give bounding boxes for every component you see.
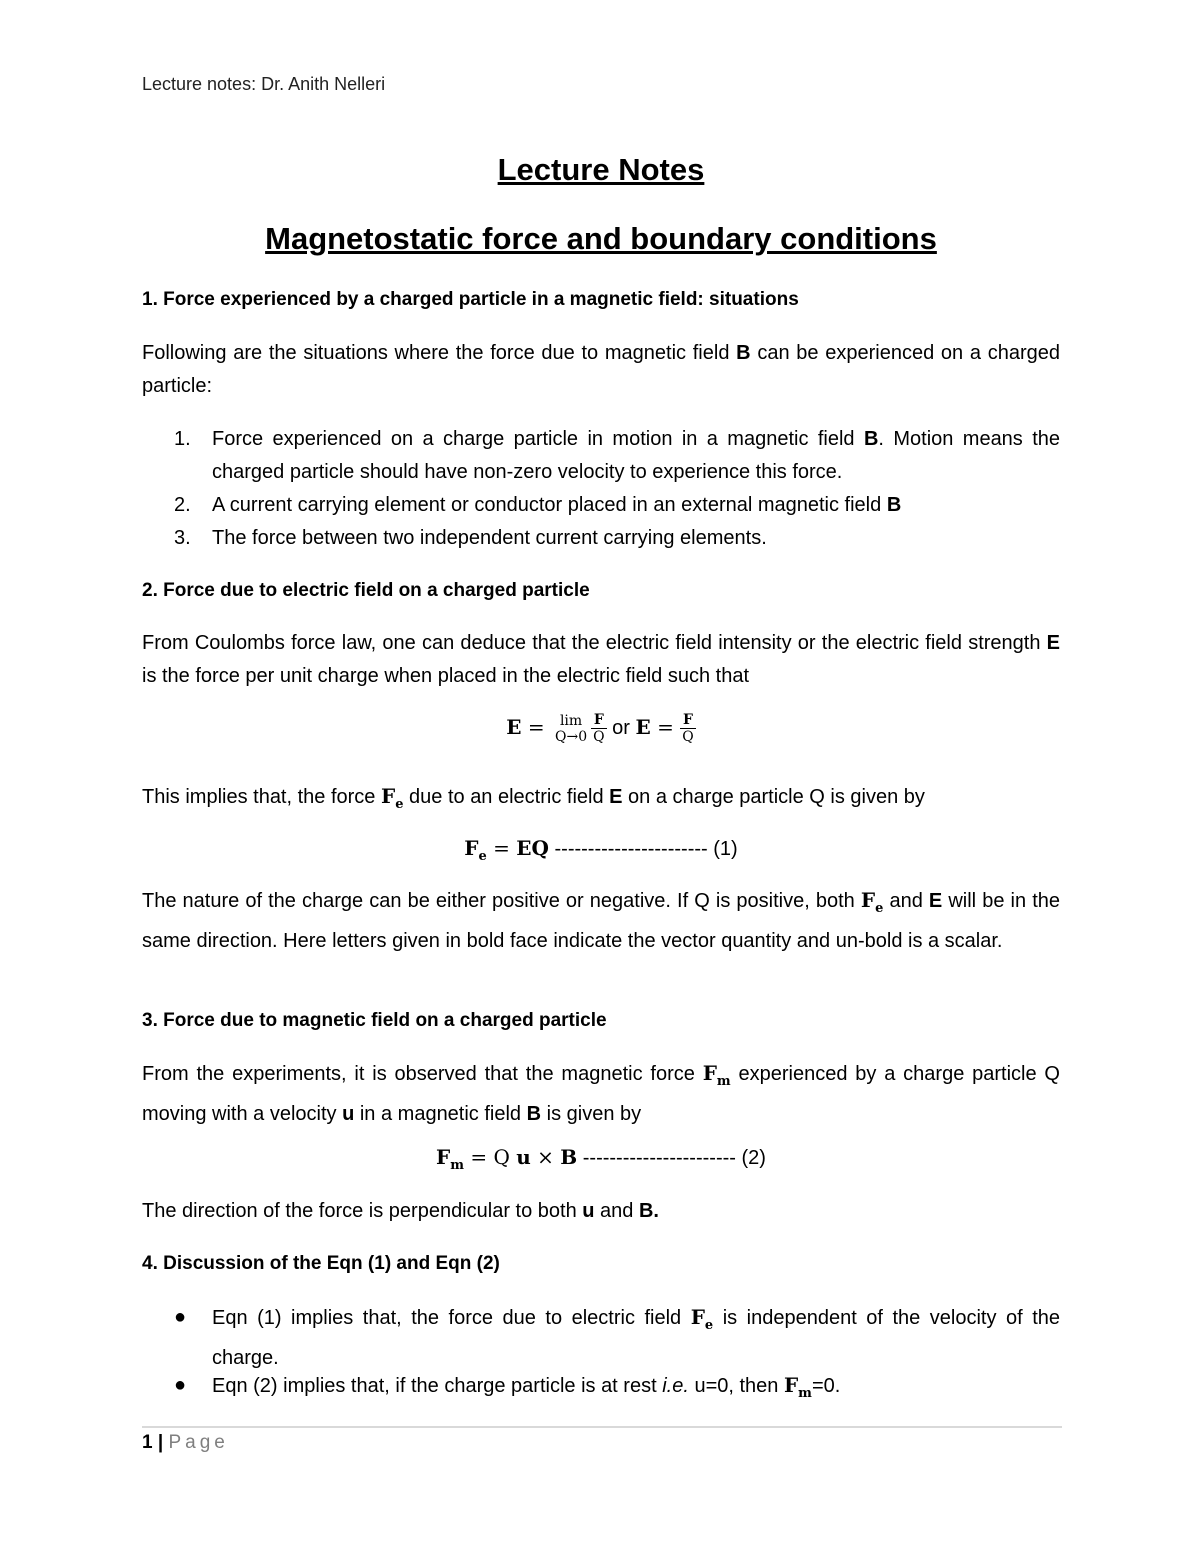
fraction-f-over-q: $\frac{F}{Q}$ bbox=[593, 712, 605, 745]
section-3-paragraph-2: The direction of the force is perpendicular to both u and B. bbox=[142, 1200, 659, 1222]
section-3-heading: 3. Force due to magnetic field on a charged particle bbox=[142, 1010, 607, 1031]
document-title: Lecture Notes bbox=[497, 152, 705, 187]
running-header: Lecture notes: Dr. Anith Nelleri bbox=[142, 74, 386, 94]
section-1-heading: 1. Force experienced by a charged particle in a magnetic field: situations bbox=[142, 289, 799, 310]
section-4-heading: 4. Discussion of the Eqn (1) and Eqn (2) bbox=[142, 1253, 500, 1274]
page-footer: 1 | Page bbox=[142, 1432, 229, 1453]
section-1-intro: Following are the situations where the force due to magnetic field B can be experienced on a charged particle: bbox=[142, 342, 1060, 397]
fraction-f-over-q-2: $\frac{F}{Q}$ bbox=[682, 712, 694, 745]
footer-divider bbox=[142, 1426, 1062, 1428]
section-2-paragraph-2: This implies that, the force $F_e$ due to an electric field E on a charge particle Q is given by bbox=[142, 784, 925, 812]
page-number: 1 bbox=[142, 1432, 153, 1453]
page-word: Page bbox=[168, 1432, 229, 1453]
limit-operator: lim Q→0 bbox=[555, 712, 588, 745]
bullet-item-2: ● Eqn (2) implies that, if the charge particle is at rest i.e. u=0, then $F_m=0$. bbox=[174, 1369, 1060, 1410]
bullet-item-1: ● Eqn (1) implies that, the force due to electric field $F_e$ is independent of the velocity of the charge. bbox=[174, 1301, 1060, 1375]
equation-electric-field: E = lim Q→0 $\frac{F}{Q}$ or E = $\frac{F}{Q}$ bbox=[506, 712, 694, 745]
list-item-2: 2. A current carrying element or conductor placed in an external magnetic field B bbox=[174, 494, 902, 516]
equation-2: $F_m = Q$ u × B ----------------------- (2) bbox=[436, 1145, 766, 1173]
list-item-3: 3. The force between two independent current carrying elements. bbox=[174, 527, 767, 549]
section-2-heading: 2. Force due to electric field on a charged particle bbox=[142, 580, 590, 601]
document-subtitle: Magnetostatic force and boundary conditions bbox=[265, 221, 937, 256]
bullet-icon: ● bbox=[174, 1374, 187, 1396]
list-item-1: 1. Force experienced on a charge particle in motion in a magnetic field B. Motion means the charged particle should have non-zero velocity to experience this force. bbox=[174, 428, 1061, 483]
section-2-paragraph-3: The nature of the charge can be either positive or negative. If Q is positive, both $F_e$ and E will be in the same direction. Here letters given in bold face indicate the vector quantity and un-bold is a scalar. bbox=[142, 888, 1060, 952]
equation-1: $F_e$ = EQ ----------------------- (1) bbox=[464, 836, 738, 864]
bullet-icon: ● bbox=[174, 1306, 187, 1328]
section-2-paragraph-1: From Coulombs force law, one can deduce that the electric field intensity or the electric field strength E is the force per unit charge when placed in the electric field such that bbox=[142, 632, 1060, 687]
section-3-paragraph-1: From the experiments, it is observed that the magnetic force $F_m$ experienced by a charge particle Q moving with a velocity u in a magnetic field B is given by bbox=[142, 1061, 1060, 1125]
